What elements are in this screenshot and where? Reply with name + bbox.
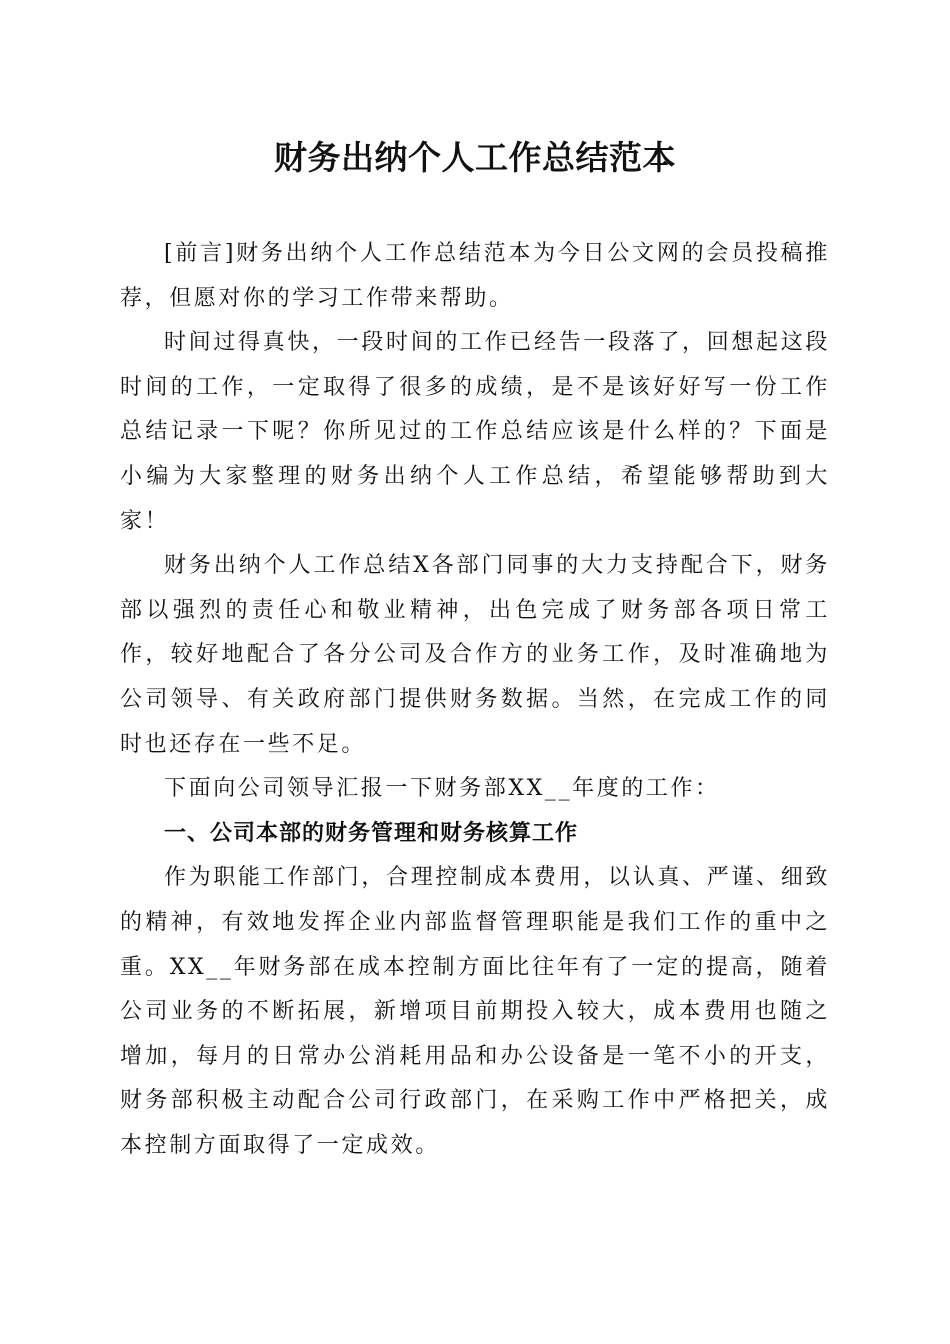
section-heading: 一、公司本部的财务管理和财务核算工作: [164, 820, 579, 846]
summary-paragraph: 财务出纳个人工作总结X各部门同事的大力支持配合下，财务部以强烈的责任心和敬业精神，出色完成了财务部各项日常工作，较好地配合了各分公司及合作方的业务工作，及时准确地为公司领导、有关政府部门提供财务数据。当然，在完成工作的同时也还存在一些不足。: [120, 553, 830, 757]
report-lead-paragraph: 下面向公司领导汇报一下财务部XX__年度的工作：: [164, 776, 720, 802]
document-body: [120, 232, 830, 1168]
section-paragraph: 作为职能工作部门，合理控制成本费用，以认真、严谨、细致的精神，有效地发挥企业内部监督管理职能是我们工作的重中之重。XX__年财务部在成本控制方面比往年有了一定的提高，随着公司业务的不断拓展，新增项目前期投入较大，成本费用也随之增加，每月的日常办公消耗用品和办公设备是一笔不小的开支，财务部积极主动配合公司行政部门，在采购工作中严格把关，成本控制方面取得了一定成效。: [120, 865, 830, 1158]
document-title: 财务出纳个人工作总结范本: [274, 138, 676, 177]
preface-paragraph: [前言]财务出纳个人工作总结范本为今日公文网的会员投稿推荐，但愿对你的学习工作带来帮助。: [120, 241, 830, 311]
intro-paragraph: 时间过得真快，一段时间的工作已经告一段落了，回想起这段时间的工作，一定取得了很多的成绩，是不是该好好写一份工作总结记录一下呢？你所见过的工作总结应该是什么样的？下面是小编为大家整理的财务出纳个人工作总结，希望能够帮助到大家！: [120, 330, 830, 534]
